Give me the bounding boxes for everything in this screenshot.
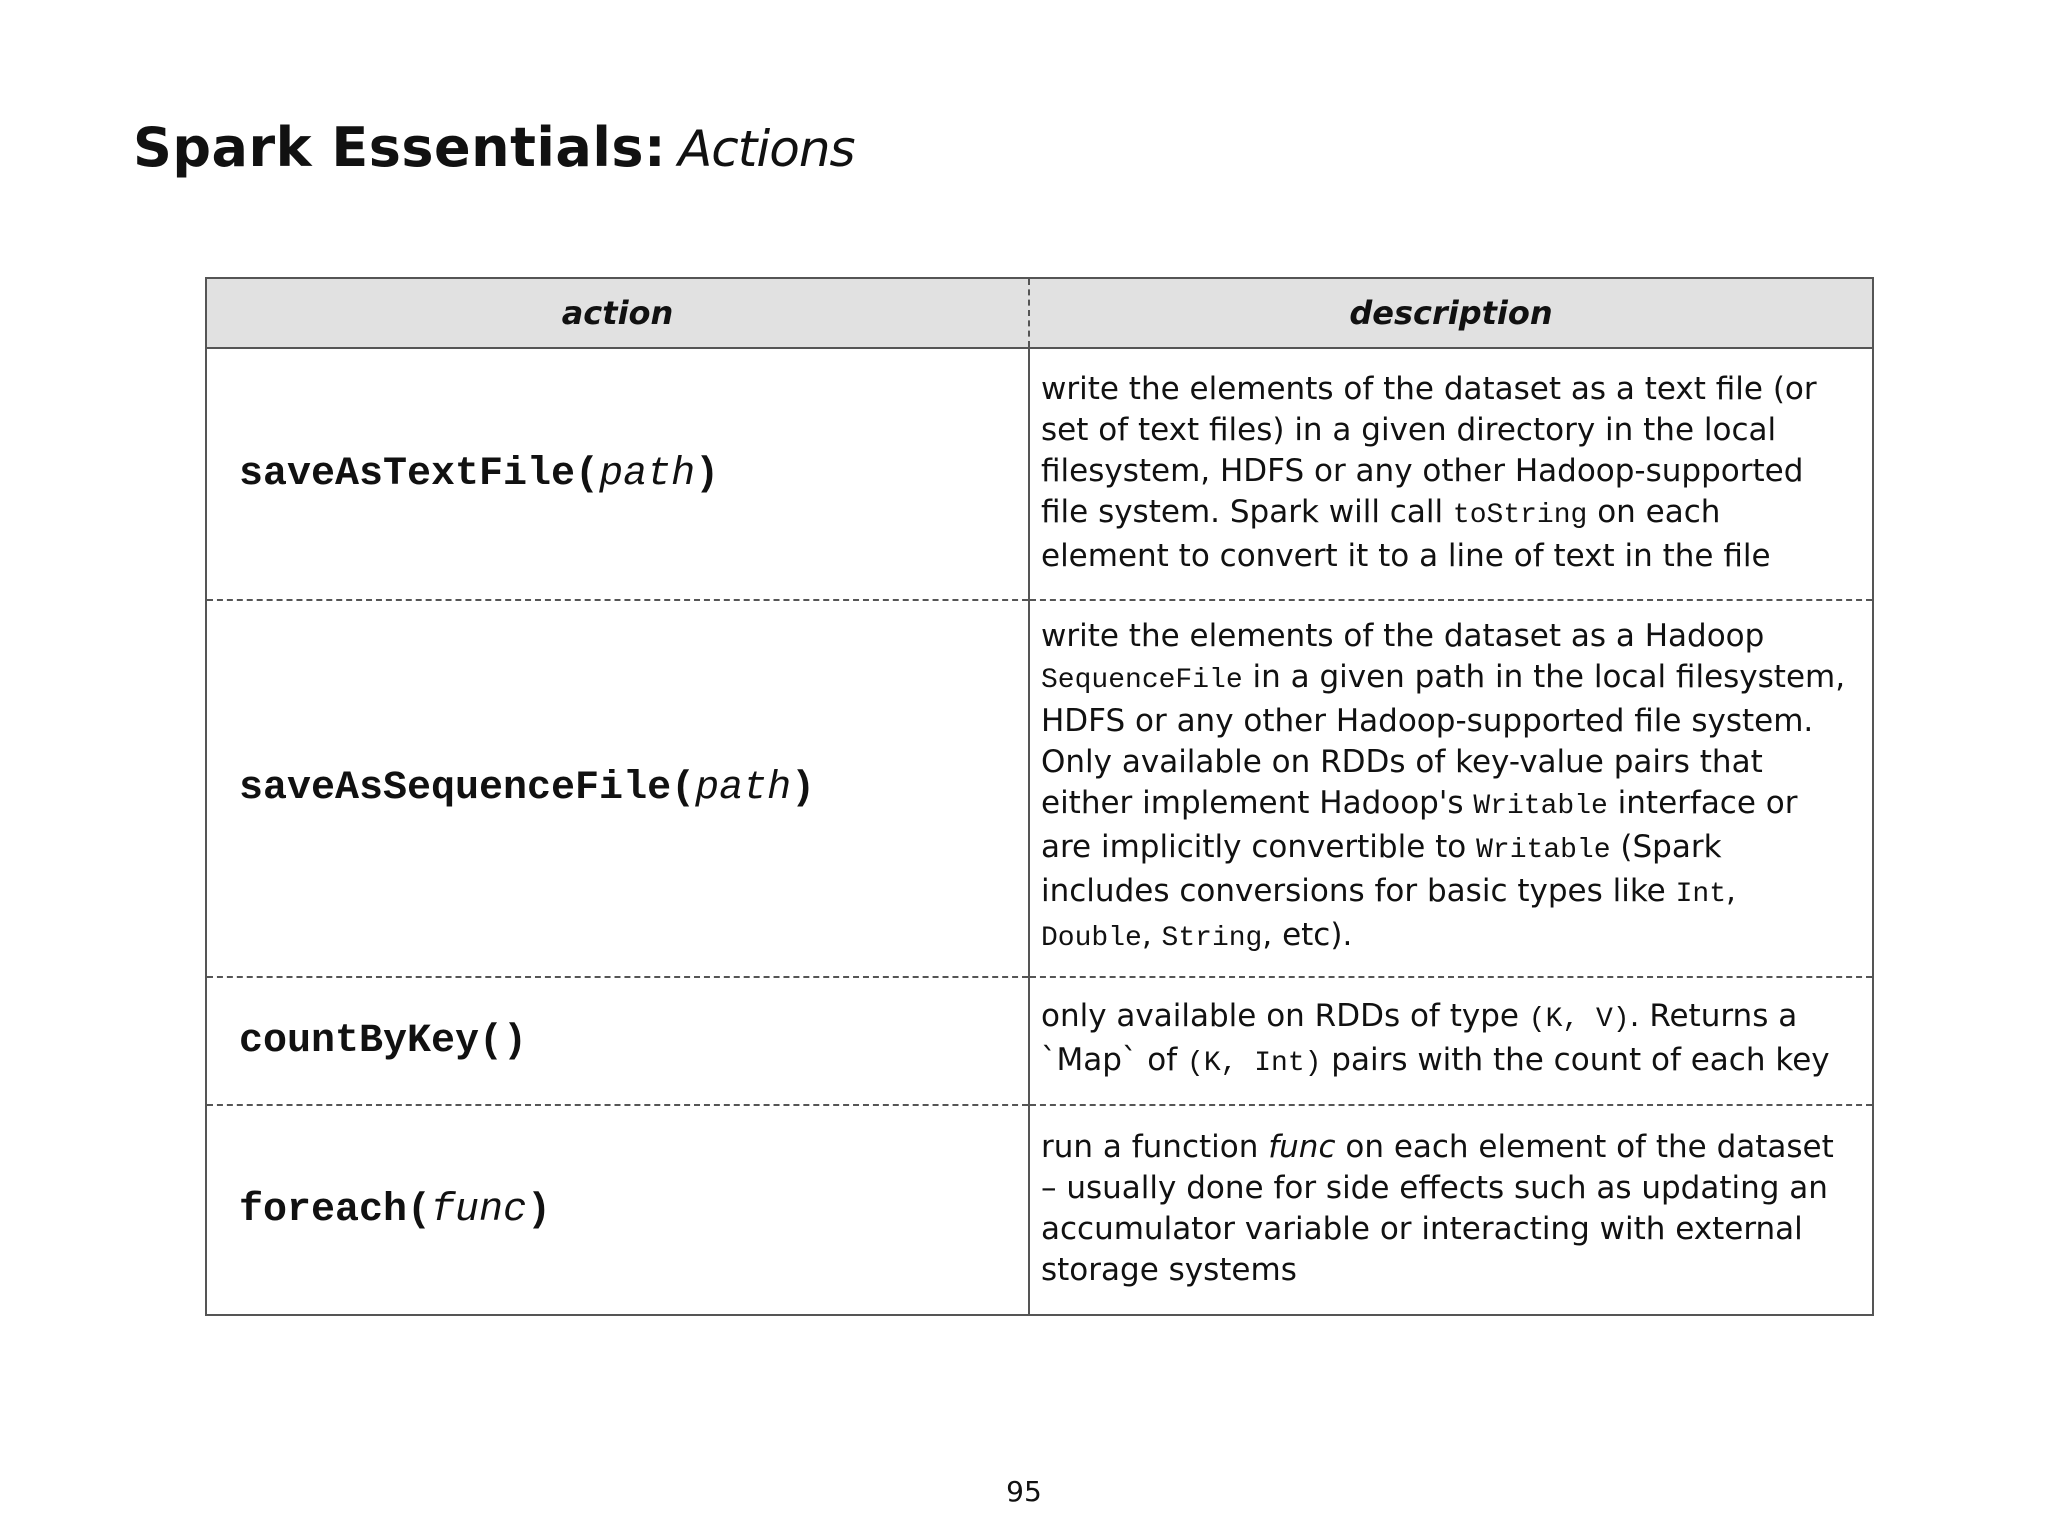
code-snippet: Int — [1675, 879, 1727, 910]
description-text: interface or are implicitly convertible to — [1041, 785, 1798, 865]
description-text: , — [1141, 917, 1162, 953]
code-snippet: Writable — [1476, 835, 1611, 866]
table-row — [206, 977, 1873, 1105]
emphasized-term: func — [1268, 1129, 1336, 1165]
action-close: ) — [527, 1187, 552, 1233]
header-action: action — [206, 278, 1029, 348]
action-argument: path — [599, 451, 696, 497]
action-name: saveAsSequenceFile( — [239, 766, 696, 811]
actions-table — [205, 277, 1874, 1316]
action-close: ) — [791, 766, 816, 811]
code-snippet: String — [1161, 923, 1263, 954]
title-subtitle: Actions — [678, 120, 855, 178]
description-text: . Returns a `Map` of — [1041, 998, 1798, 1078]
code-snippet: Double — [1041, 923, 1142, 954]
action-close: ) — [695, 451, 720, 497]
action-name: foreach( — [239, 1187, 432, 1233]
description-text: in a given path in the local filesystem, HDFS or any other Hadoop-supported file system. Only available on RDDs of key-value pairs that either implement Hadoop's — [1041, 659, 1846, 821]
description-text: on each element of the dataset – usually done for side effects such as updating an accumulator variable or interacting with external storage systems — [1041, 1129, 1834, 1288]
description-cell — [1029, 977, 1873, 1105]
code-snippet: (K, V) — [1528, 1004, 1630, 1035]
slide-title — [133, 108, 855, 189]
description-text: write the elements of the dataset as a Hadoop — [1041, 618, 1765, 654]
action-argument: path — [695, 766, 792, 811]
action-name: countByKey() — [239, 1018, 528, 1064]
title-main: Spark Essentials: — [133, 116, 667, 179]
code-snippet: toString — [1452, 500, 1588, 531]
action-name: saveAsTextFile( — [239, 451, 600, 497]
table-row — [206, 1105, 1873, 1315]
description-text: (Spark includes conversions for basic types like — [1041, 829, 1722, 909]
description-cell — [1029, 1105, 1873, 1315]
description-text: only available on RDDs of type — [1041, 998, 1529, 1034]
action-argument: func — [431, 1187, 528, 1233]
action-cell — [206, 600, 1029, 977]
header-description: description — [1029, 278, 1873, 348]
header-row — [206, 278, 1873, 348]
code-snippet: (K, Int) — [1187, 1048, 1322, 1079]
code-snippet: SequenceFile — [1041, 665, 1243, 696]
code-snippet: Writable — [1473, 791, 1608, 822]
description-text: , etc). — [1262, 917, 1353, 953]
description-text: write the elements of the dataset as a text file (or set of text files) in a given directory in the local filesystem, HDFS or any other Hadoop-supported file system. Spark will call — [1041, 371, 1817, 530]
description-text: , — [1726, 873, 1736, 909]
page-number: 95 — [1006, 1475, 1042, 1508]
table-row — [206, 348, 1873, 600]
action-cell — [206, 348, 1029, 600]
description-text: pairs with the count of each key — [1321, 1042, 1830, 1078]
description-text: on each element to convert it to a line of text in the file — [1041, 494, 1771, 574]
action-cell — [206, 977, 1029, 1105]
description-cell — [1029, 348, 1873, 600]
description-text: run a function — [1041, 1129, 1269, 1165]
description-cell — [1029, 600, 1873, 977]
table-row — [206, 600, 1873, 977]
action-cell — [206, 1105, 1029, 1315]
